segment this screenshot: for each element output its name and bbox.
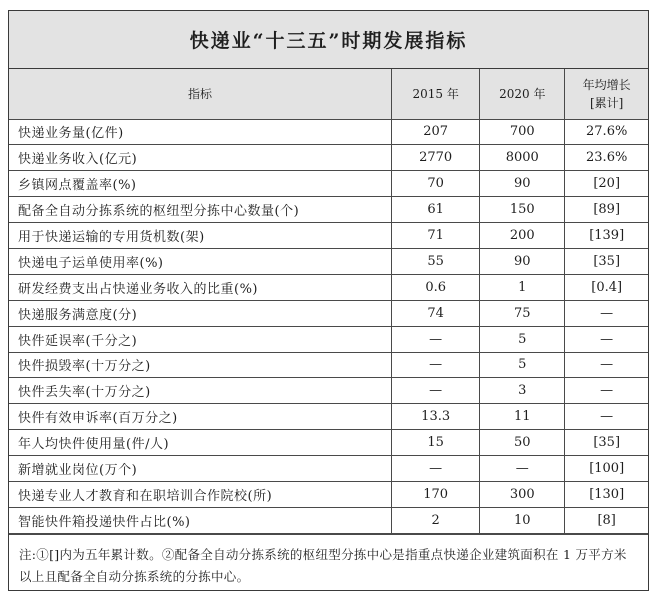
row-value-2020: 11 (480, 404, 565, 430)
row-indicator-name: 快件损毁率(十万分之) (9, 352, 392, 378)
row-value-2020: 10 (480, 507, 565, 533)
row-indicator-name: 快件延误率(千分之) (9, 326, 392, 352)
row-growth: [20] (565, 171, 648, 197)
header-growth (565, 69, 648, 119)
row-indicator-name: 研发经费支出占快递业务收入的比重(%) (9, 274, 392, 300)
row-indicator-name: 配备全自动分拣系统的枢纽型分拣中心数量(个) (9, 197, 392, 223)
table-title: 快递业“十三五”时期发展指标 (9, 11, 648, 69)
row-indicator-name: 用于快递运输的专用货机数(架) (9, 223, 392, 249)
row-value-2020: 50 (480, 430, 565, 456)
row-value-2015: — (392, 456, 480, 482)
table-row (9, 248, 648, 274)
row-indicator-name: 年人均快件使用量(件/人) (9, 430, 392, 456)
row-value-2020: 8000 (480, 145, 565, 171)
header-2015: 2015 年 (392, 69, 480, 119)
row-growth: — (565, 404, 648, 430)
header-row (9, 69, 648, 119)
table-row (9, 352, 648, 378)
row-growth: [35] (565, 430, 648, 456)
row-value-2015: 170 (392, 481, 480, 507)
row-value-2020: 90 (480, 171, 565, 197)
row-growth: [35] (565, 248, 648, 274)
row-value-2020: 75 (480, 300, 565, 326)
row-value-2020: 90 (480, 248, 565, 274)
row-value-2020: 300 (480, 481, 565, 507)
row-value-2020: 700 (480, 119, 565, 145)
row-value-2020: — (480, 456, 565, 482)
row-indicator-name: 乡镇网点覆盖率(%) (9, 171, 392, 197)
row-indicator-name: 新增就业岗位(万个) (9, 456, 392, 482)
table-row (9, 145, 648, 171)
header-2020: 2020 年 (480, 69, 565, 119)
row-value-2015: — (392, 352, 480, 378)
row-value-2015: — (392, 326, 480, 352)
row-value-2015: 2770 (392, 145, 480, 171)
row-value-2020: 5 (480, 352, 565, 378)
row-indicator-name: 快件丢失率(十万分之) (9, 378, 392, 404)
table-row (9, 430, 648, 456)
row-indicator-name: 快递专业人才教育和在职培训合作院校(所) (9, 481, 392, 507)
row-growth: — (565, 300, 648, 326)
row-value-2020: 3 (480, 378, 565, 404)
row-growth: — (565, 378, 648, 404)
row-growth: — (565, 326, 648, 352)
row-value-2020: 200 (480, 223, 565, 249)
row-growth: [139] (565, 223, 648, 249)
table-row (9, 456, 648, 482)
row-value-2015: 70 (392, 171, 480, 197)
row-value-2015: 71 (392, 223, 480, 249)
row-value-2015: 0.6 (392, 274, 480, 300)
table-row (9, 326, 648, 352)
row-value-2015: 207 (392, 119, 480, 145)
table-row (9, 223, 648, 249)
table-row (9, 378, 648, 404)
row-indicator-name: 智能快件箱投递快件占比(%) (9, 507, 392, 533)
table-row (9, 481, 648, 507)
footnote: 注:①[]内为五年累计数。②配备全自动分拣系统的枢纽型分拣中心是指重点快递企业建筑面积在 1 万平方米以上且配备全自动分拣系统的分拣中心。 (9, 534, 648, 588)
indicator-table (9, 69, 648, 534)
row-growth: — (565, 352, 648, 378)
row-indicator-name: 快递业务收入(亿元) (9, 145, 392, 171)
table-row (9, 300, 648, 326)
table-row (9, 404, 648, 430)
table-body (9, 119, 648, 533)
row-growth: [130] (565, 481, 648, 507)
row-value-2015: 15 (392, 430, 480, 456)
row-value-2015: 2 (392, 507, 480, 533)
row-value-2020: 150 (480, 197, 565, 223)
row-value-2015: — (392, 378, 480, 404)
table-row (9, 171, 648, 197)
row-value-2015: 74 (392, 300, 480, 326)
table-row (9, 119, 648, 145)
table-row (9, 197, 648, 223)
row-value-2020: 1 (480, 274, 565, 300)
table-row (9, 274, 648, 300)
row-indicator-name: 快递业务量(亿件) (9, 119, 392, 145)
row-value-2015: 55 (392, 248, 480, 274)
row-growth: 23.6% (565, 145, 648, 171)
row-indicator-name: 快递电子运单使用率(%) (9, 248, 392, 274)
row-growth: [8] (565, 507, 648, 533)
row-indicator-name: 快件有效申诉率(百万分之) (9, 404, 392, 430)
row-growth: [89] (565, 197, 648, 223)
row-growth: [0.4] (565, 274, 648, 300)
header-growth-line2: [累计] (589, 95, 624, 110)
row-value-2020: 5 (480, 326, 565, 352)
table-row (9, 507, 648, 533)
row-value-2015: 61 (392, 197, 480, 223)
row-growth: [100] (565, 456, 648, 482)
row-value-2015: 13.3 (392, 404, 480, 430)
header-growth-line1: 年均增长 (582, 77, 631, 92)
indicator-table-frame (8, 10, 649, 591)
header-indicator: 指标 (9, 69, 392, 119)
row-growth: 27.6% (565, 119, 648, 145)
row-indicator-name: 快递服务满意度(分) (9, 300, 392, 326)
